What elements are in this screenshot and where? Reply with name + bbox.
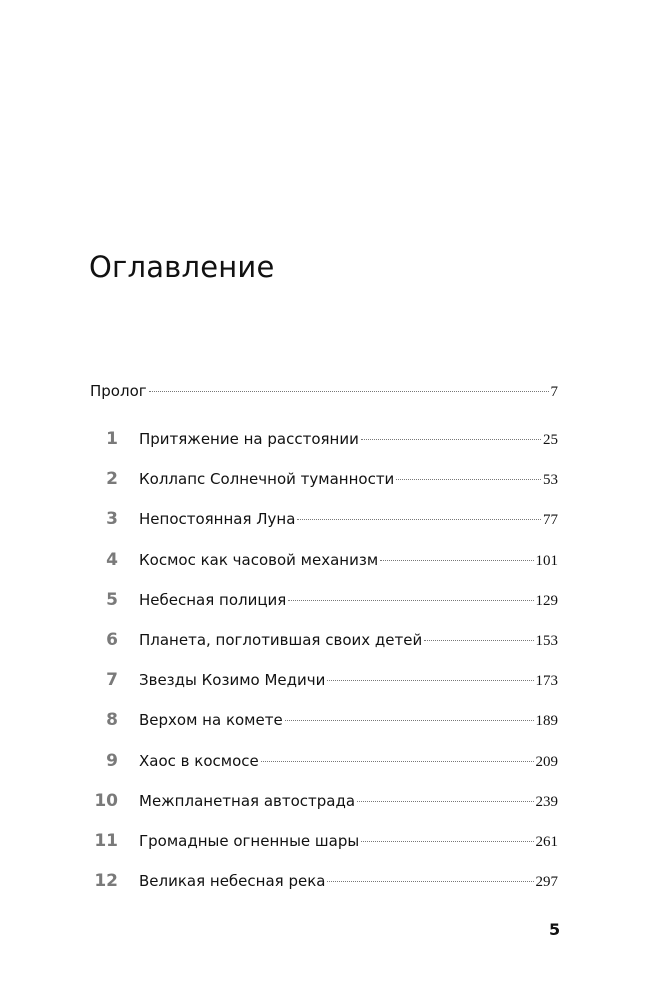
toc-entry-label: Коллапс Солнечной туманности (139, 470, 395, 489)
toc-entry-page: 261 (535, 834, 558, 850)
dot-leader (380, 560, 533, 561)
dot-leader (288, 600, 533, 601)
toc-entry-page: 173 (535, 673, 558, 690)
toc-entry-label: Небесная полиция (139, 590, 287, 609)
toc-entry-label: Планета, поглотившая своих детей (139, 631, 423, 649)
toc-entry-page: 53 (543, 472, 558, 489)
chapter-number: 11 (94, 831, 118, 851)
toc-entry-page: 77 (543, 512, 558, 529)
toc-entry[interactable] (90, 469, 558, 491)
dot-leader (327, 881, 533, 882)
dot-leader (327, 680, 533, 681)
toc-entry-page: 189 (535, 713, 558, 730)
chapter-number: 1 (106, 429, 118, 449)
dot-leader (149, 391, 549, 392)
toc-entry-page: 239 (535, 793, 558, 810)
dot-leader (285, 720, 534, 721)
page-title: Оглавление (89, 250, 275, 284)
dot-leader (361, 841, 533, 842)
toc-entry-label: Громадные огненные шары (139, 832, 360, 850)
dot-leader (424, 640, 533, 641)
chapter-number: 7 (106, 670, 118, 691)
toc-entry-label: Непостоянная Луна (139, 510, 296, 529)
chapter-number: 4 (106, 549, 118, 570)
chapter-number: 2 (106, 469, 118, 490)
chapter-number: 9 (106, 750, 118, 771)
dot-leader (297, 519, 541, 520)
toc-entry[interactable] (90, 509, 558, 531)
toc-entry-label: Звезды Козимо Медичи (139, 671, 326, 690)
chapter-number: 3 (106, 509, 118, 530)
dot-leader (261, 761, 534, 762)
dot-leader (396, 479, 541, 480)
dot-leader (361, 439, 541, 440)
toc-entry-label: Космос как часовой механизм (139, 550, 379, 569)
toc-entry[interactable] (90, 429, 558, 451)
toc-entry-label: Притяжение на расстоянии (139, 430, 359, 448)
toc-entry-label: Межпланетная автострада (139, 791, 356, 810)
toc-entry[interactable] (90, 751, 558, 773)
dot-leader (357, 801, 533, 802)
toc-entry-label: Великая небесная река (139, 872, 326, 891)
toc-entry-page: 25 (543, 432, 558, 448)
toc-entry[interactable] (90, 670, 558, 692)
page-number: 5 (549, 920, 561, 939)
toc-entry-prologue[interactable] (90, 382, 558, 404)
toc-entry[interactable] (90, 791, 558, 813)
toc-entry-page: 297 (535, 874, 558, 891)
chapter-number: 8 (106, 710, 118, 731)
toc-entry-page: 7 (550, 384, 558, 400)
toc-entry-label: Пролог (90, 382, 147, 400)
toc-entry[interactable] (90, 590, 558, 612)
toc-entry-label: Верхом на комете (139, 711, 283, 730)
toc-entry[interactable] (90, 550, 558, 572)
toc-entry-page: 129 (535, 592, 558, 609)
toc-entry-page: 209 (535, 753, 558, 770)
toc-entry[interactable] (90, 710, 558, 732)
chapter-number: 6 (106, 630, 118, 650)
toc-entry-page: 101 (535, 552, 558, 569)
chapter-number: 10 (94, 790, 118, 811)
toc-entry[interactable] (90, 831, 558, 853)
toc-entry-page: 153 (535, 633, 558, 649)
chapter-number: 5 (106, 589, 118, 610)
toc-entry[interactable] (90, 630, 558, 652)
chapter-number: 12 (94, 871, 118, 892)
toc-entry-label: Хаос в космосе (139, 751, 259, 770)
toc-entry[interactable] (90, 871, 558, 893)
